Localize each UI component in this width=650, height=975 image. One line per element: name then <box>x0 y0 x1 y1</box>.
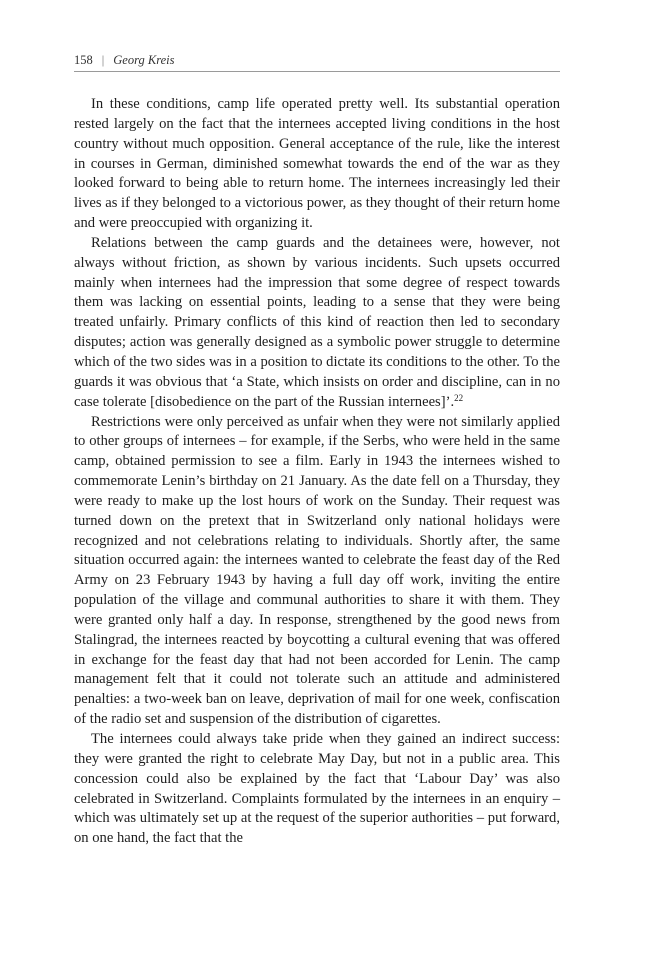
paragraph-text: Relations between the camp guards and the detainees were, however, not always without friction, as shown by various incidents. Such upsets occurred mainly when internees had the impression that some degree of respect towards them was lacking on essential points, leading to a sense that they were being treated unfairly. Primary conflicts of this kind of reaction then led to secondary disputes; action was generally designed as a symbolic power struggle to determine which of the two sides was in a position to dictate its conditions to the other. To the guards it was obvious that ‘a State, which insists on order and discipline, can in no case tolerate [disobedience on the part of the Russian internees]’. <box>74 234 560 410</box>
paragraph-text: The internees could always take pride when they gained an indirect success: they were granted the right to celebrate May Day, but not in a public area. This concession could also be explained by the fact that ‘Labour Day’ was also celebrated in Switzerland. Complaints formulated by the internees in an enquiry – which was ultimately set up at the request of the superior authorities – put forward, on one hand, the fact that the <box>74 731 560 847</box>
header-separator: | <box>101 53 105 67</box>
header-rule <box>74 71 560 72</box>
paragraph <box>74 95 560 234</box>
body-text <box>74 95 560 849</box>
running-head <box>74 51 560 69</box>
paragraph <box>74 234 560 413</box>
page-number: 158 <box>74 53 93 67</box>
paragraph-text: In these conditions, camp life operated pretty well. Its substantial operation rested largely on the fact that the internees accepted living conditions in the host country without much opposition. General acceptance of the rule, like the interest in courses in German, diminished somewhat towards the end of the war as they looked forward to being able to return home. The internees increasingly led their lives as if they belonged to a victorious power, as they thought of their return home and were preoccupied with organizing it. <box>74 96 560 232</box>
paragraph <box>74 730 560 849</box>
paragraph <box>74 413 560 731</box>
footnote-marker[interactable]: 22 <box>454 392 464 403</box>
paragraph-text: Restrictions were only perceived as unfair when they were not similarly applied to other groups of internees – for example, if the Serbs, who were held in the same camp, obtained permission to see a film. Early in 1943 the internees wished to commemorate Lenin’s birthday on 21 January. As the date fell on a Thursday, they were ready to make up the lost hours of work on the Sunday. Their request was turned down on the pretext that in Switzerland only national holidays were recognized and not celebrations relating to individuals. Shortly after, the same situation occurred again: the internees wanted to celebrate the feast day of the Red Army on 23 February 1943 by having a full day off work, inviting the entire population of the village and communal authorities to share it with them. They were granted only half a day. In response, strengthened by the good news from Stalingrad, the internees reacted by boycotting a cultural evening that was offered in exchange for the feast day that had not been accorded for Lenin. The camp management felt that it could not tolerate such an attitude and administered penalties: a two-week ban on leave, deprivation of mail for one week, confiscation of the radio set and suspension of the distribution of cigarettes. <box>74 413 560 728</box>
running-head-author: Georg Kreis <box>113 53 175 67</box>
